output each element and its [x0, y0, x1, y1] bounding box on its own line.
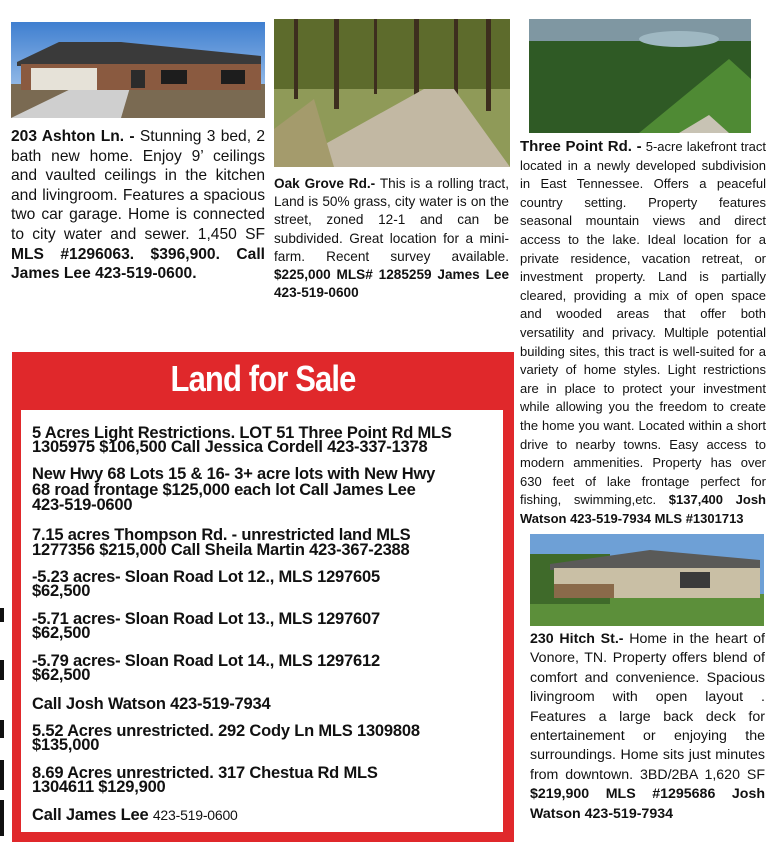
land-line: $135,000	[32, 736, 100, 754]
land-line: 5 Acres Light Restrictions. LOT 51 Three Point Rd MLS	[32, 424, 452, 442]
land-closing	[32, 808, 492, 822]
land-line: 5.52 Acres unrestricted. 292 Cody Ln MLS 1309808	[32, 722, 420, 740]
listing-threepoint-heading: Three Point Rd. -	[520, 138, 642, 155]
land-line: -5.23 acres- Sloan Road Lot 12., MLS 1297605	[32, 568, 380, 586]
land-line: New Hwy 68 Lots 15 & 16- 3+ acre lots with New Hwy	[32, 465, 436, 483]
photo-oak-grove-road	[274, 19, 510, 167]
listing-threepoint-price: $137,400 Josh Watson 423-519-7934 MLS #1301713	[520, 492, 766, 526]
listing-hitch-price: $219,900 MLS #1295686 Josh Watson 423-519-7934	[530, 786, 765, 822]
listing-oakgrove-heading: Oak Grove Rd.-	[274, 176, 376, 191]
listing-hitch-body: Home in the heart of Vonore, TN. Property offers blend of comfort and convenience. Spacious livingroom with open layout . Features a large back deck for entertainement or enjoying the surroundings. Home sits just minutes from downtown. 3BD/2BA 1,620 SF	[530, 631, 765, 783]
land-line: 1305975 $106,500 Call Jessica Cordell 423-337-1378	[32, 438, 428, 456]
land-line: 7.15 acres Thompson Rd. - unrestricted land MLS	[32, 526, 411, 544]
land-closing-label: Call James Lee	[32, 806, 149, 824]
land-line: $62,500	[32, 666, 91, 684]
page-edge-mark	[0, 608, 4, 622]
listing-ashton-price: MLS #1296063. $396,900. Call James Lee 423-519-0600.	[11, 245, 265, 283]
page-edge-mark	[0, 660, 4, 680]
land-line: -5.71 acres- Sloan Road Lot 13., MLS 1297607	[32, 610, 380, 628]
land-line: -5.79 acres- Sloan Road Lot 14., MLS 1297612	[32, 652, 380, 670]
listing-ashton-body: Stunning 3 bed, 2 bath new home. Enjoy 9’ ceilings and vaulted ceilings in the kitchen and livingroom. Features a spacious two car garage. Home is connected to city water and sewer. 1,450 SF	[11, 128, 266, 243]
land-line: 1304611 $129,900	[32, 778, 166, 796]
land-line: $62,500	[32, 582, 91, 600]
listing-hitch	[530, 630, 765, 824]
listing-threepoint-body: 5-acre lakefront tract located in a newly developed subdivision in East Tennessee. Offers a peaceful country setting. Property features seasonal mountain views and direct access to the lake. Ideal location for a private residence, vacation retreat, or investment property. Land is partially cleared, providing a mix of open space and wooded areas that offer both versatility and privacy. Multiple potential building sites, this tract is well-suited for a variety of home styles. Light restrictions are in place to protect your investment while allowing you the freedom to create the home you want. Located within a short drive to nearby towns. Easy access to modern ammenities. Property has over 630 feet of lake frontage perfect for fishing, swimming,etc.	[520, 139, 767, 508]
photo-hitch-house	[530, 534, 764, 626]
land-closing-phone: 423-519-0600	[152, 807, 238, 823]
photo-three-point-lake	[529, 19, 751, 133]
listing-ashton-heading: 203 Ashton Ln. -	[11, 128, 135, 145]
listing-hitch-heading: 230 Hitch St.-	[530, 631, 624, 647]
land-line: 8.69 Acres unrestricted. 317 Chestua Rd MLS	[32, 764, 378, 782]
photo-ashton-house	[11, 22, 265, 118]
page-edge-mark	[0, 760, 4, 790]
land-line: 1277356 $215,000 Call Sheila Martin 423-367-2388	[32, 541, 410, 559]
page-edge-mark	[0, 720, 4, 738]
page-edge-mark	[0, 800, 4, 836]
land-for-sale-title: Land for Sale	[170, 358, 356, 399]
listing-ashton	[11, 127, 265, 284]
listing-oakgrove-price: $225,000 MLS# 1285259 James Lee 423-519-0600	[274, 267, 509, 301]
land-line: 423-519-0600	[32, 496, 133, 514]
listing-three-point	[520, 138, 766, 528]
land-line: 68 road frontage $125,000 each lot Call James Lee	[32, 481, 416, 499]
listing-oakgrove-body: This is a rolling tract, Land is 50% grass, city water is on the street, zoned 12-1 and can be subdivided. Great location for a mini-farm. Recent survey available.	[274, 176, 509, 264]
listing-oak-grove	[274, 175, 509, 302]
land-line: Call Josh Watson 423-519-7934	[32, 695, 271, 713]
land-line: $62,500	[32, 624, 91, 642]
